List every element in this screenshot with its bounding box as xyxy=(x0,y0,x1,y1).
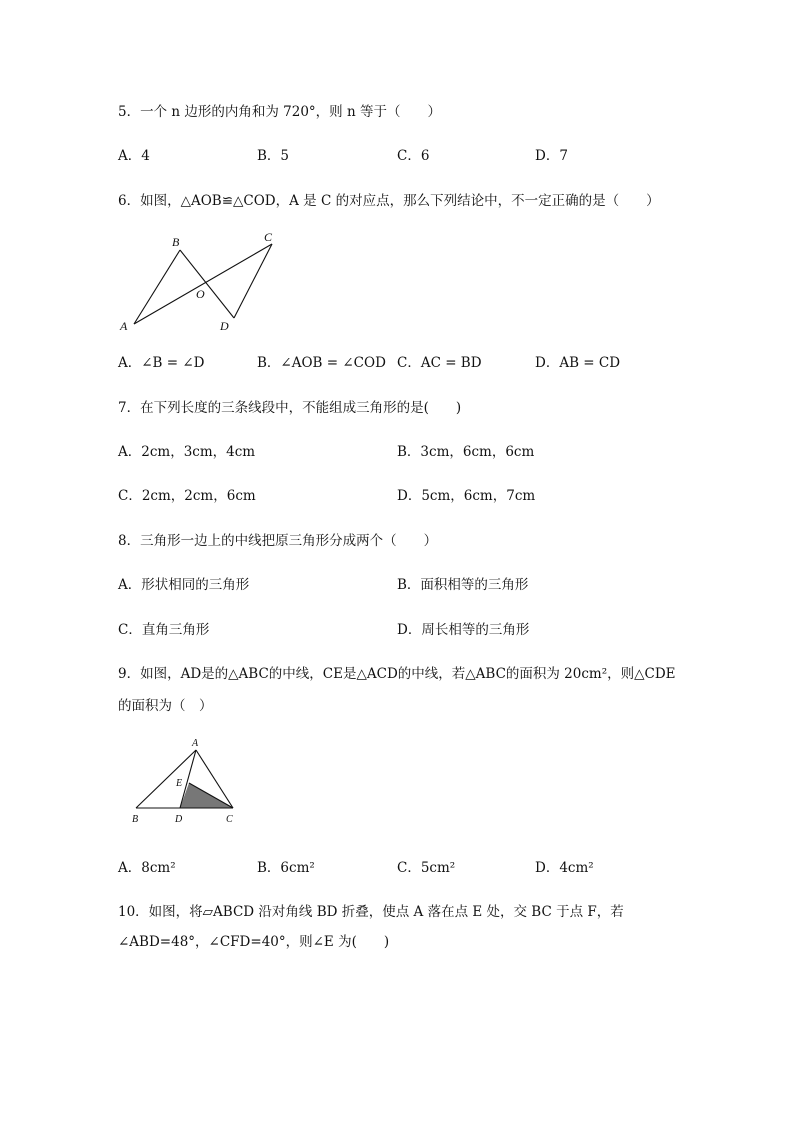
q6-option-d: D．AB = CD xyxy=(535,355,621,371)
q6-stem: 6．如图，△AOB≌△COD，A 是 C 的对应点，那么下列结论中，不一定正确的是（ ） xyxy=(118,193,660,209)
q8-option-d: D．周长相等的三角形 xyxy=(397,622,530,638)
q9-label-c: C xyxy=(226,814,233,825)
q6-figure xyxy=(110,228,290,338)
q10-stem-line1: 10．如图，将▱ABCD 沿对角线 BD 折叠，使点 A 落在点 E 处，交 BC 于点 F，若 xyxy=(118,904,624,920)
q7-option-a: A．2cm，3cm，4cm xyxy=(118,444,256,460)
q8-stem: 8．三角形一边上的中线把原三角形分成两个（ ） xyxy=(118,533,438,549)
q6-label-b: B xyxy=(172,235,180,249)
q5-option-c: C．6 xyxy=(397,148,430,164)
q10-stem-line2: ∠ABD=48°，∠CFD=40°，则∠E 为( ) xyxy=(118,934,390,950)
q7-option-d: D．5cm，6cm，7cm xyxy=(397,488,536,504)
q6-label-a: A xyxy=(120,319,128,333)
q9-option-a: A．8cm² xyxy=(118,860,176,876)
q9-stem-line2: 的面积为（ ） xyxy=(118,698,213,714)
q6-label-c: C xyxy=(264,230,273,244)
q7-stem: 7．在下列长度的三条线段中，不能组成三角形的是( ) xyxy=(118,400,462,416)
q8-option-c: C．直角三角形 xyxy=(118,622,210,638)
q8-option-b: B．面积相等的三角形 xyxy=(397,577,529,593)
q6-option-c: C．AC = BD xyxy=(397,355,482,371)
q9-option-d: D．4cm² xyxy=(535,860,594,876)
q9-label-e: E xyxy=(176,778,183,789)
q5-stem: 5．一个 n 边形的内角和为 720°，则 n 等于（ ） xyxy=(118,104,441,120)
q5-option-b: B．5 xyxy=(257,148,290,164)
q7-option-b: B．3cm，6cm，6cm xyxy=(397,444,535,460)
q9-option-b: B．6cm² xyxy=(257,860,315,876)
q6-option-b: B．∠AOB = ∠COD xyxy=(257,355,386,371)
q6-label-o: O xyxy=(196,287,205,301)
q9-option-c: C．5cm² xyxy=(397,860,456,876)
q7-option-c: C．2cm，2cm，6cm xyxy=(118,488,256,504)
q9-label-b: B xyxy=(132,814,139,825)
q5-option-d: D．7 xyxy=(535,148,568,164)
q9-label-a: A xyxy=(192,738,199,749)
q9-figure xyxy=(122,732,248,828)
q9-stem-line1: 9．如图，AD是的△ABC的中线，CE是△ACD的中线，若△ABC的面积为 20cm²，则△CDE xyxy=(118,666,676,682)
q9-label-d: D xyxy=(175,814,183,825)
q5-option-a: A．4 xyxy=(118,148,150,164)
q8-option-a: A．形状相同的三角形 xyxy=(118,577,250,593)
q6-option-a: A．∠B = ∠D xyxy=(118,355,205,371)
q6-label-d: D xyxy=(220,319,229,333)
